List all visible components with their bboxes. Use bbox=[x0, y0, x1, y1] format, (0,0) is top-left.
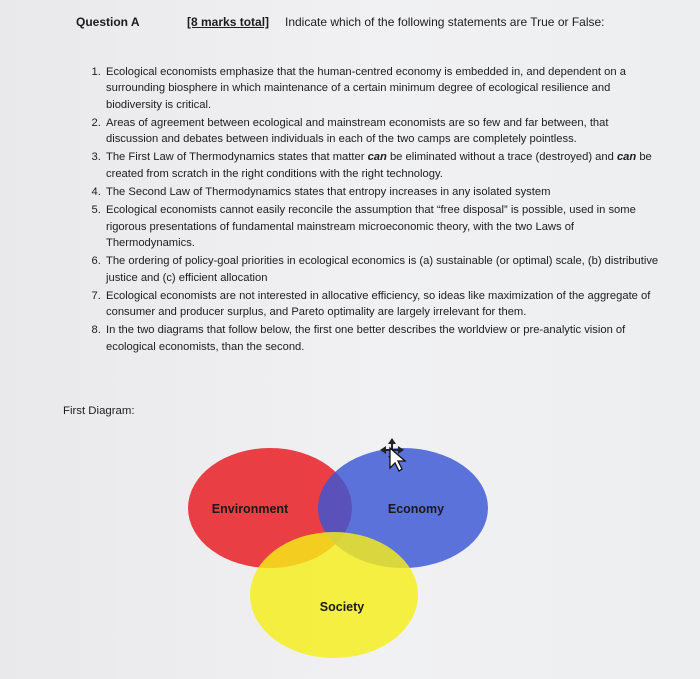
emphasis-can: can bbox=[367, 151, 387, 164]
statement-item bbox=[104, 64, 662, 113]
statement-text: Ecological economists cannot easily reconcile the assumption that “free disposal” is possible, used in some rigorous presentations of fundamental mainstream microeconomic theory, with the two Laws of Thermodynamics. bbox=[106, 204, 636, 249]
statement-item bbox=[104, 288, 662, 321]
diagram-label: First Diagram: bbox=[63, 405, 135, 417]
statement-list bbox=[76, 64, 662, 357]
question-instruction: Indicate which of the following statements are True or False: bbox=[285, 15, 605, 29]
statement-text-part: be eliminated without a trace (destroyed) and bbox=[386, 151, 617, 164]
environment-label: Environment bbox=[211, 502, 289, 516]
statement-item bbox=[104, 322, 662, 355]
statement-item bbox=[104, 184, 662, 200]
statement-text: Ecological economists are not interested in allocative efficiency, so ideas like maximization of the aggregate of consumer and producer surplus, and Pareto optimality are largely irrelevant for them. bbox=[106, 289, 651, 319]
statement-text: The Second Law of Thermodynamics states that entropy increases in any isolated system bbox=[106, 186, 551, 199]
marks-label bbox=[187, 15, 269, 29]
economy-label: Economy bbox=[387, 502, 445, 516]
statement-text: In the two diagrams that follow below, the first one better describes the worldview or pre-analytic vision of ecological economists, than the second. bbox=[106, 324, 626, 353]
venn-svg bbox=[170, 420, 500, 660]
marks-text: [8 marks total] bbox=[187, 15, 270, 29]
statement-text-part: be created from scratch in the right conditions with the right technology. bbox=[106, 151, 652, 180]
question-label: Question A bbox=[76, 15, 140, 29]
statement-item bbox=[104, 253, 662, 286]
society-label: Society bbox=[319, 600, 365, 614]
society-circle bbox=[250, 532, 418, 658]
statement-item bbox=[104, 202, 662, 251]
statement-item bbox=[104, 115, 662, 148]
emphasis-can: can bbox=[616, 151, 637, 164]
statement-text-part: The First Law of Thermodynamics states that matter bbox=[106, 151, 368, 164]
statement-item bbox=[104, 149, 662, 182]
statement-text: Areas of agreement between ecological and mainstream economists are so few and far between, that discussion and debates between individuals in each of the two camps are completely pointless. bbox=[106, 116, 609, 146]
statement-text: Ecological economists emphasize that the human-centred economy is embedded in, and dependent on a surrounding biosphere in which maintenance of a certain minimum degree of ecological resilience and biodiversity is critical. bbox=[106, 66, 626, 111]
venn-diagram bbox=[170, 420, 500, 660]
statement-text: The ordering of policy-goal priorities in ecological economics is (a) sustainable (or optimal) scale, (b) distributive justice and (c) efficient allocation bbox=[106, 255, 659, 284]
